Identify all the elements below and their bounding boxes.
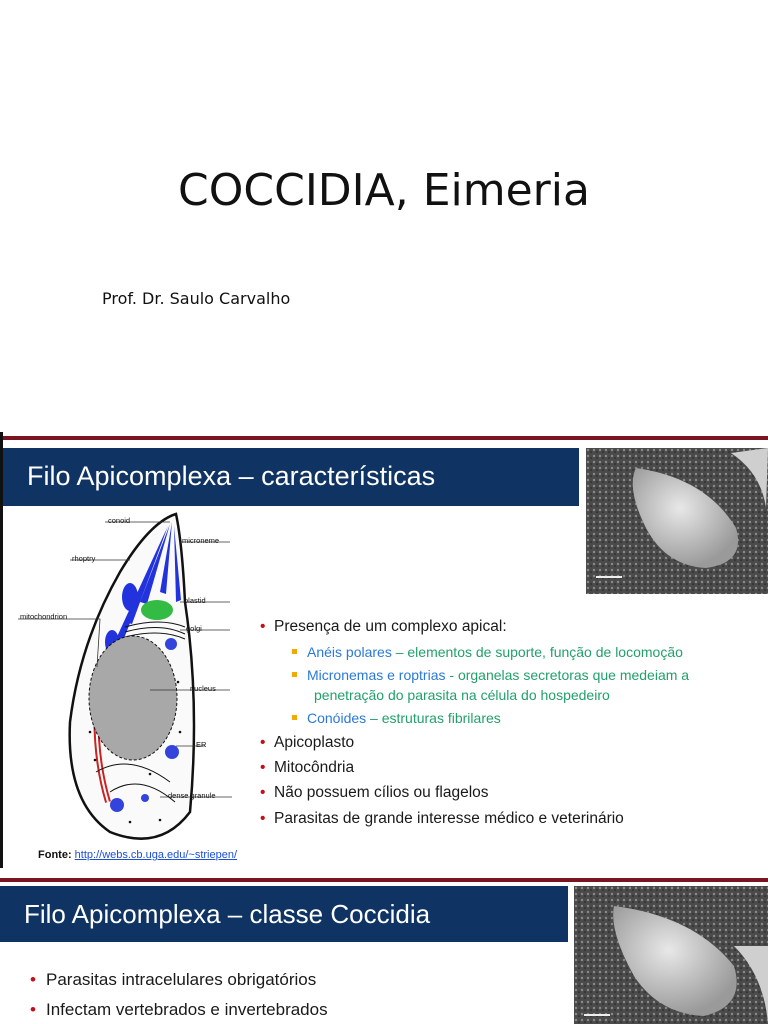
- micrograph-image: [574, 886, 768, 1024]
- sub-bullet-term: Conóides: [307, 710, 367, 726]
- bullet-item: • Infectam vertebrados e invertebrados: [30, 1000, 328, 1019]
- label-dense-granule: dense granule: [168, 791, 216, 800]
- sub-bullet-term: Micronemas e roptrias: [307, 667, 446, 683]
- bullet-text: Infectam vertebrados e invertebrados: [46, 1000, 328, 1019]
- slide-apicomplexa-coccidia: [0, 872, 768, 1024]
- label-nucleus: nucleus: [190, 684, 216, 693]
- label-mitochondrion: mitochondrion: [20, 612, 68, 621]
- slide-heading: Filo Apicomplexa – características: [27, 461, 436, 491]
- bullet-text: Parasitas intracelulares obrigatórios: [46, 970, 317, 989]
- bullet-text: Mitocôndria: [274, 759, 355, 776]
- author-name: Prof. Dr. Saulo Carvalho: [102, 289, 291, 308]
- bullet-item: • Presença de um complexo apical:: [260, 618, 507, 635]
- top-accent-bar: [0, 878, 768, 882]
- label-er: ER: [196, 740, 207, 749]
- slide-apicomplexa-caracteristicas: [0, 432, 768, 868]
- sub-bullet-desc: – estruturas fibrilares: [366, 710, 501, 726]
- bullet-item: • Parasitas de grande interesse médico e veterinário: [260, 810, 624, 827]
- presentation-title: COCCIDIA, Eimeria: [178, 165, 590, 216]
- sub-bullet-term: Anéis polares: [307, 644, 392, 660]
- bullet-text: Presença de um complexo apical:: [274, 618, 507, 635]
- bullet-item: • Apicoplasto: [260, 734, 355, 751]
- bullet-list: [0, 432, 768, 868]
- bullet-text: Parasitas de grande interesse médico e veterinário: [274, 810, 624, 827]
- sub-bullet-item: [292, 667, 689, 683]
- slide-heading: Filo Apicomplexa – classe Coccidia: [24, 899, 431, 929]
- label-microneme: microneme: [182, 536, 220, 545]
- source-label: Fonte:: [38, 849, 72, 861]
- bullet-item: • Mitocôndria: [260, 759, 355, 776]
- sub-bullet-item: [292, 644, 683, 660]
- bullet-item: • Parasitas intracelulares obrigatórios: [30, 970, 317, 989]
- source-citation: [38, 849, 237, 861]
- label-golgi: golgi: [186, 624, 202, 633]
- bullet-item: • Não possuem cílios ou flagelos: [260, 784, 489, 801]
- label-plastid: plastid: [184, 596, 206, 605]
- label-rhoptry: rhoptry: [72, 554, 96, 563]
- label-conoid: conoid: [108, 516, 131, 525]
- sub-bullet-continuation: penetração do parasita na célula do hospedeiro: [314, 687, 610, 703]
- bullet-text: Apicoplasto: [274, 734, 355, 751]
- slide-heading-banner: [0, 886, 568, 942]
- sub-bullet-desc: - organelas secretoras que medeiam a: [445, 667, 690, 683]
- title-slide: [0, 0, 768, 430]
- source-link[interactable]: http://webs.cb.uga.edu/~striepen/: [74, 849, 238, 861]
- sub-bullet-item: [292, 710, 501, 726]
- sub-bullet-desc: – elementos de suporte, função de locomoção: [391, 644, 683, 660]
- bullet-text: Não possuem cílios ou flagelos: [274, 784, 489, 801]
